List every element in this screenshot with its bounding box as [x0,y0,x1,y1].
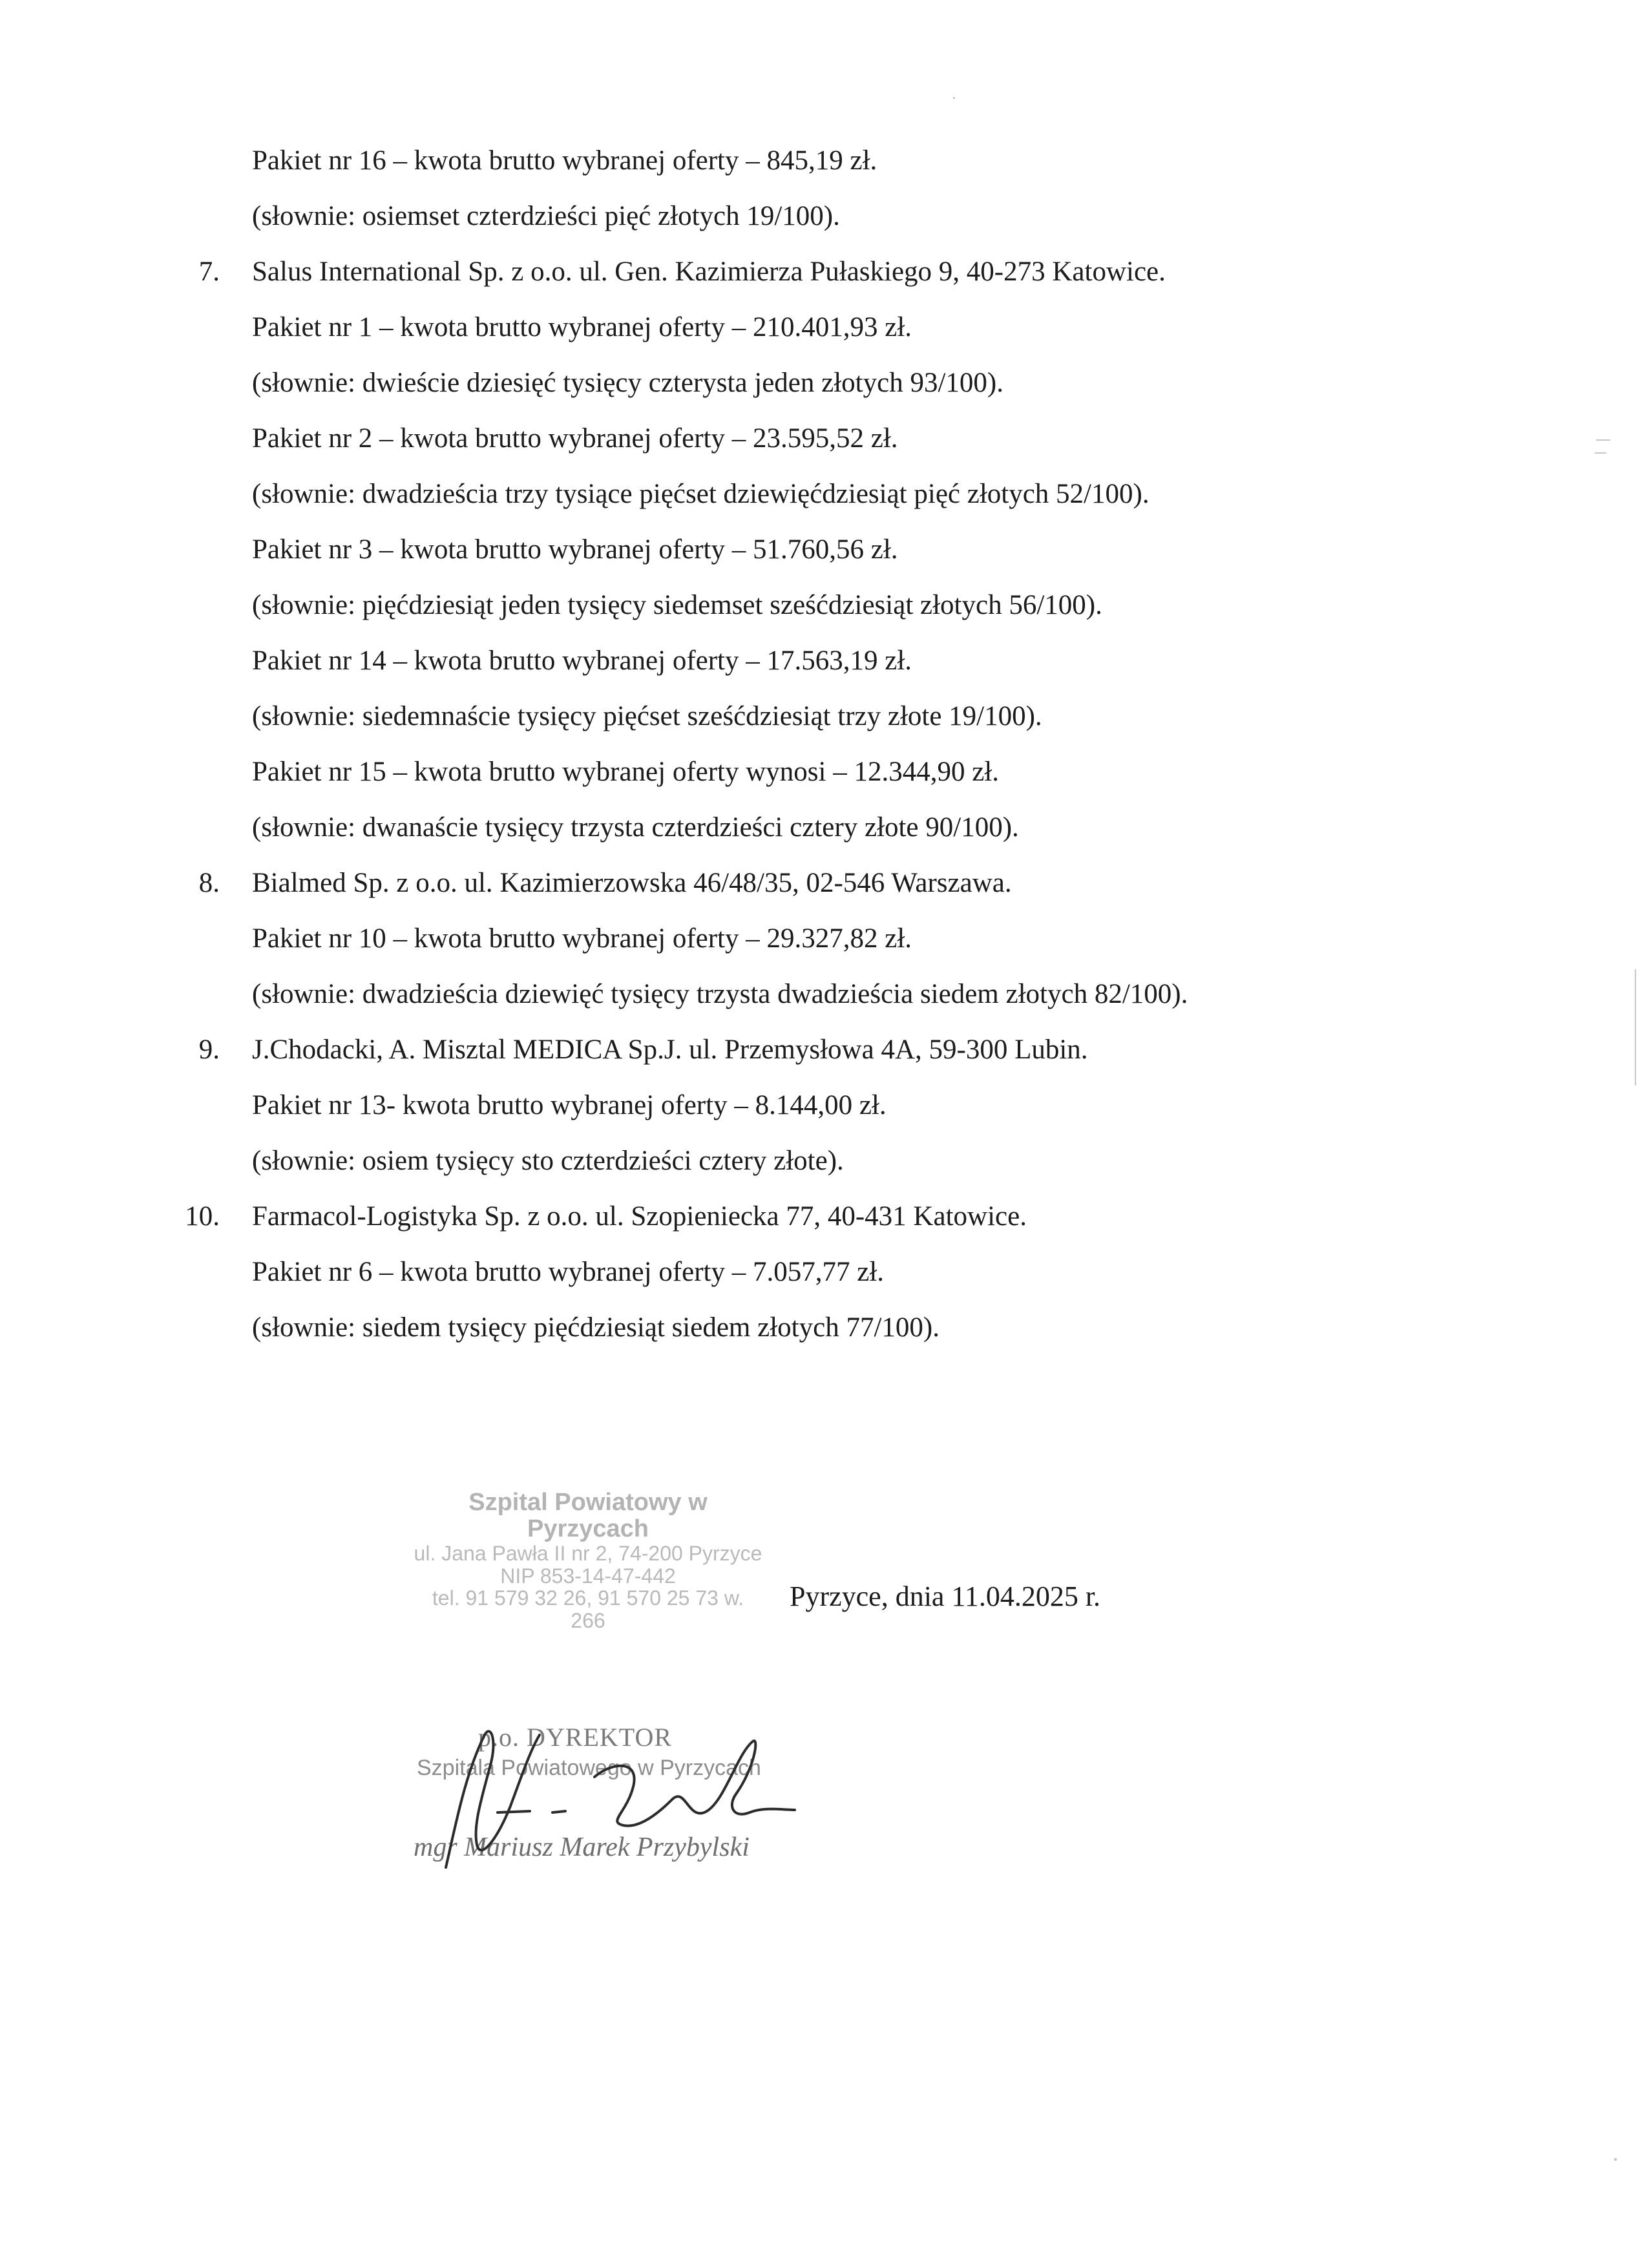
director-signature-stamp [401,1716,814,1884]
list-item-text: J.Chodacki, A. Misztal MEDICA Sp.J. ul. Przemysłowa 4A, 59-300 Lubin. [252,1034,1088,1065]
list-item-text: (słownie: siedem tysięcy pięćdziesiąt siedem złotych 77/100). [252,1312,940,1343]
place-date: Pyrzyce, dnia 11.04.2025 r. [790,1580,1101,1612]
handwritten-signature-icon [401,1716,814,1884]
list-item-text: Pakiet nr 13- kwota brutto wybranej oferty – 8.144,00 zł. [252,1090,887,1120]
hospital-stamp [414,1489,762,1632]
list-item-text: Pakiet nr 14 – kwota brutto wybranej oferty – 17.563,19 zł. [252,646,912,676]
list-item-number: 8. [198,868,220,898]
signature-title: p.o. DYREKTOR [478,1723,673,1752]
list-item-number: 9. [198,1034,220,1065]
list-item-text: Bialmed Sp. z o.o. ul. Kazimierzowska 46/48/35, 02-546 Warszawa. [252,868,1012,898]
scan-speck [1614,2158,1617,2161]
list-item-number: 10. [185,1201,220,1232]
list-item-text: Pakiet nr 3 – kwota brutto wybranej oferty – 51.760,56 zł. [252,534,898,565]
list-item-text: Pakiet nr 10 – kwota brutto wybranej oferty – 29.327,82 zł. [252,923,912,954]
list-item-text: Pakiet nr 6 – kwota brutto wybranej oferty – 7.057,77 zł. [252,1257,885,1287]
list-item-text: (słownie: dwieście dziesięć tysięcy czterysta jeden złotych 93/100). [252,368,1003,398]
list-item-text: Pakiet nr 2 – kwota brutto wybranej oferty – 23.595,52 zł. [252,423,898,454]
stamp-phone: tel. 91 579 32 26, 91 570 25 73 w. 266 [432,1586,744,1632]
list-item-text: Pakiet nr 16 – kwota brutto wybranej oferty – 845,19 zł. [252,145,877,176]
scan-speck [953,97,955,99]
list-item-number: 7. [198,257,220,287]
list-item-text: Farmacol-Logistyka Sp. z o.o. ul. Szopieniecka 77, 40-431 Katowice. [252,1201,1027,1232]
scan-speck [1635,969,1636,1086]
list-item-text: Salus International Sp. z o.o. ul. Gen. Kazimierza Pułaskiego 9, 40-273 Katowice. [252,257,1166,287]
stamp-address: ul. Jana Pawła II nr 2, 74-200 Pyrzyce [414,1542,762,1566]
scan-speck [1596,439,1610,441]
list-item-text: (słownie: osiem tysięcy sto czterdzieści cztery złote). [252,1146,844,1176]
list-item-text: (słownie: siedemnaście tysięcy pięćset sześćdziesiąt trzy złote 19/100). [252,701,1042,731]
signature-org: Szpitala Powiatowego w Pyrzycach [417,1756,761,1780]
list-item-text: Pakiet nr 15 – kwota brutto wybranej oferty wynosi – 12.344,90 zł. [252,757,1000,787]
scan-speck [1595,452,1606,454]
list-item-text: (słownie: dwadzieścia dziewięć tysięcy trzysta dwadzieścia siedem złotych 82/100). [252,979,1188,1009]
list-item-text: (słownie: pięćdziesiąt jeden tysięcy siedemset sześćdziesiąt złotych 56/100). [252,590,1102,620]
list-item-text: Pakiet nr 1 – kwota brutto wybranej oferty – 210.401,93 zł. [252,312,912,342]
stamp-name: Szpital Powiatowy w Pyrzycach [468,1489,708,1543]
signature-person: mgr Mariusz Marek Przybylski [414,1832,750,1862]
stamp-nip: NIP 853-14-47-442 [500,1564,676,1588]
list-item-text: (słownie: osiemset czterdzieści pięć złotych 19/100). [252,201,840,231]
list-item-text: (słownie: dwadzieścia trzy tysiące pięćset dziewięćdziesiąt pięć złotych 52/100). [252,479,1150,509]
list-item-text: (słownie: dwanaście tysięcy trzysta czterdzieści cztery złote 90/100). [252,812,1019,843]
